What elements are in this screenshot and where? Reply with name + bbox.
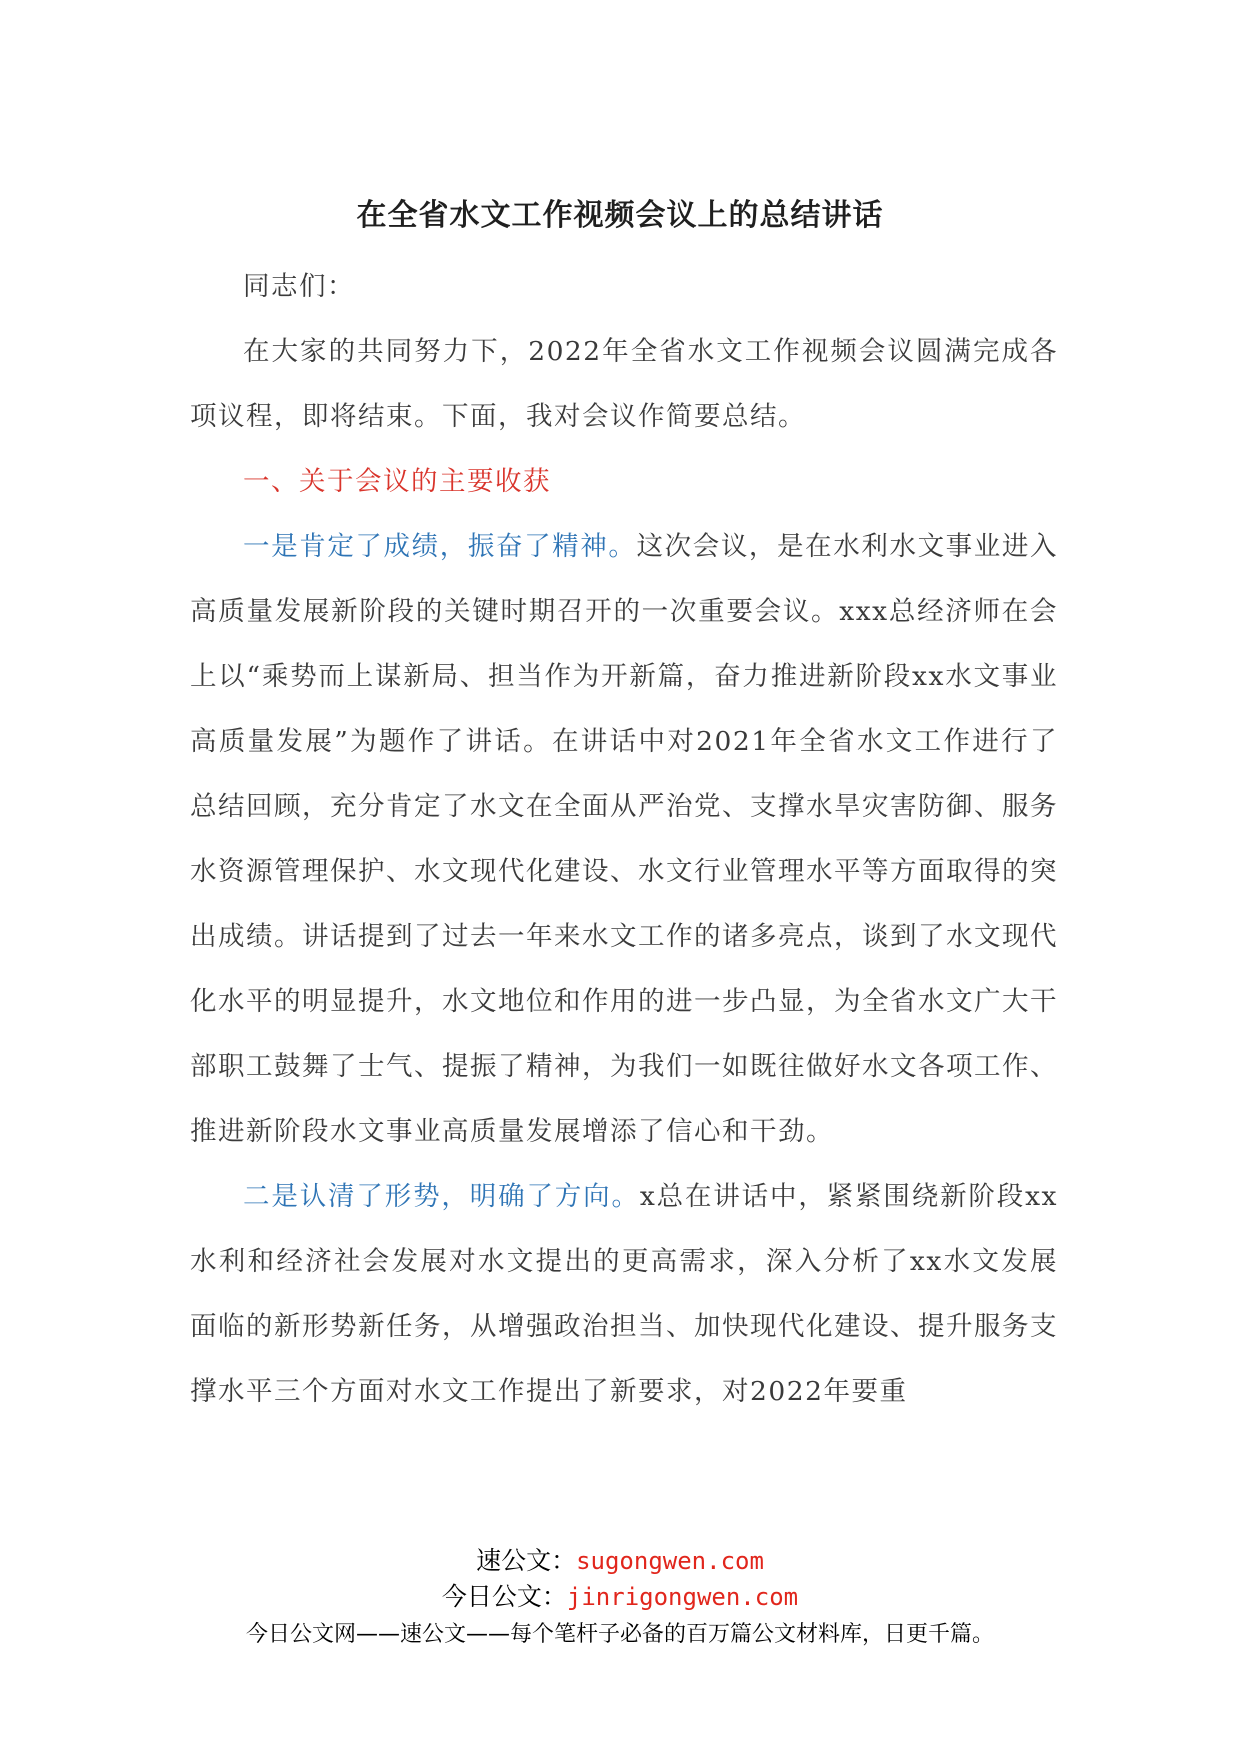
footer-line-jinrigongwen	[0, 1579, 1240, 1615]
salutation: 同志们：	[243, 271, 355, 302]
sugongwen-link[interactable]: sugongwen.com	[576, 1547, 764, 1575]
paragraph-text-1: 这次会议，是在水利水文事业进入高质量发展新阶段的关键时期召开的一次重要会议。xxx总经济师在会上以“乘势而上谋新局、担当作为开新篇，奋力推进新阶段xx水文事业高质量发展”为题作了讲话。在讲话中对2021年全省水文工作进行了总结回顾，充分肯定了水文在全面从严治党、支撑水旱灾害防御、服务水资源管理保护、水文现代化建设、水文行业管理水平等方面取得的突出成绩。讲话提到了过去一年来水文工作的诸多亮点，谈到了水文现代化水平的明显提升，水文地位和作用的进一步凸显，为全省水文广大干部职工鼓舞了士气、提振了精神，为我们一如既往做好水文各项工作、推进新阶段水文事业高质量发展增添了信心和干劲。	[190, 531, 1058, 1147]
footer-label-sugongwen: 速公文：	[476, 1546, 577, 1575]
paragraph-situation	[190, 1164, 1058, 1424]
section-heading-1: 一、关于会议的主要收获	[243, 466, 551, 497]
lead-phrase-1: 一是肯定了成绩，振奋了精神。	[243, 531, 637, 562]
footer-slogan: 今日公文网——速公文——每个笔杆子必备的百万篇公文材料库，日更千篇。	[245, 1622, 994, 1647]
document-body	[190, 254, 1058, 1424]
intro-paragraph: 在大家的共同努力下，2022年全省水文工作视频会议圆满完成各项议程，即将结束。下面，我对会议作简要总结。	[190, 336, 1058, 432]
footer-label-jinrigongwen: 今日公文：	[441, 1582, 567, 1611]
jinrigongwen-link[interactable]: jinrigongwen.com	[566, 1583, 799, 1611]
footer-line-sugongwen	[0, 1543, 1240, 1579]
footer-watermark	[0, 1543, 1240, 1653]
lead-phrase-2: 二是认清了形势，明确了方向。	[243, 1181, 640, 1212]
page-title: 在全省水文工作视频会议上的总结讲话	[356, 198, 884, 233]
paragraph-text-2: x总在讲话中，紧紧围绕新阶段xx水利和经济社会发展对水文提出的更高需求，深入分析了xx水文发展面临的新形势新任务，从增强政治担当、加快现代化建设、提升服务支撑水平三个方面对水文工作提出了新要求，对2022年要重	[190, 1181, 1058, 1407]
paragraph-achievements	[190, 514, 1058, 1164]
